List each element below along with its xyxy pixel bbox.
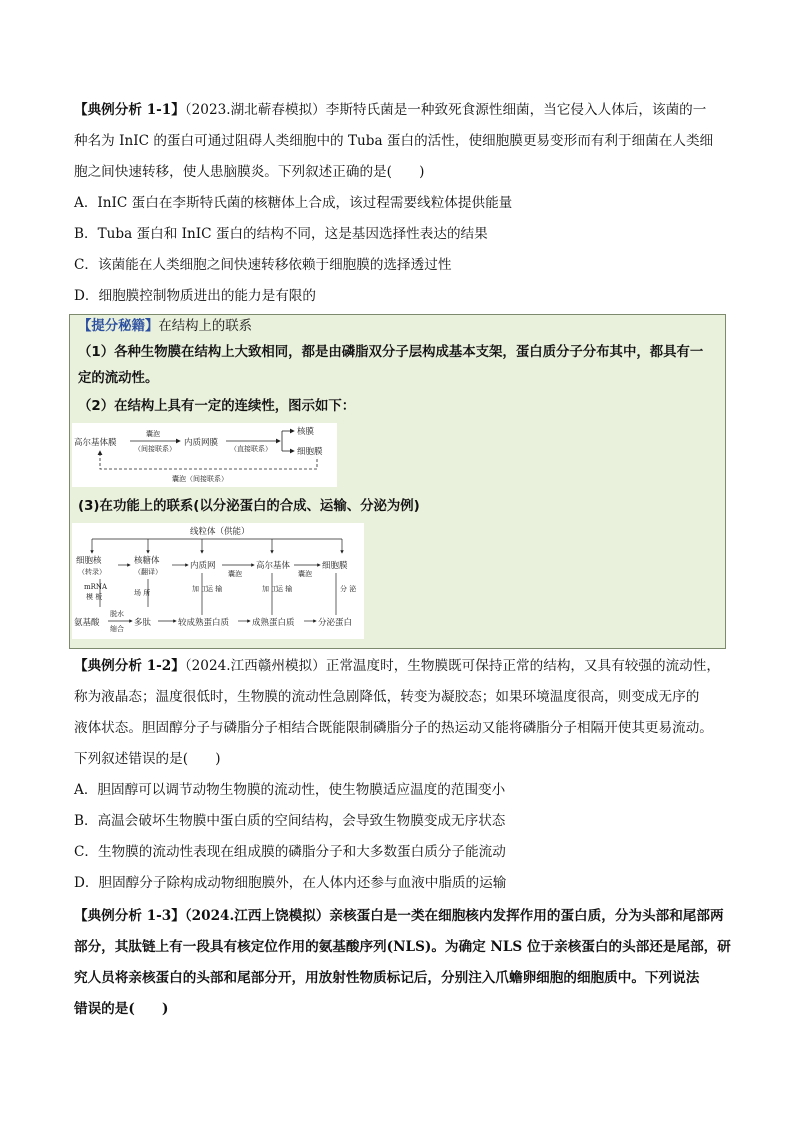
- q1-text-1: （2023.湖北蕲春模拟）李斯特氏菌是一种致死食源性细菌，当它侵入人体后，该菌的一: [184, 102, 707, 118]
- q1-option-b: B．Tuba 蛋白和 InIC 蛋白的结构不同，这是基因选择性表达的结果: [74, 226, 488, 242]
- d2-vesicle1: 囊泡: [228, 570, 242, 578]
- d1-golgi: 高尔基体膜: [74, 438, 117, 448]
- q3-line-4: 错误的是( ): [74, 1001, 169, 1017]
- d2-transcription: （转录）: [78, 568, 106, 576]
- d2-ribosome: 核糖体: [134, 556, 160, 566]
- membrane-continuity-diagram: [72, 423, 337, 487]
- q2-option-b: B．高温会破坏生物膜中蛋白质的空间结构，会导致生物膜变成无序状态: [74, 813, 506, 829]
- d1-vesicle: 囊泡: [146, 430, 160, 438]
- tip-p3: (3)在功能上的联系(以分泌蛋白的合成、运输、分泌为例): [78, 499, 420, 514]
- d1-bottom: 囊泡（间接联系）: [172, 475, 228, 483]
- tip-title: 【提分秘籍】: [78, 319, 159, 334]
- secretion-svg: [72, 523, 364, 639]
- q3-text-1: （2024.江西上饶模拟）亲核蛋白是一类在细胞核内发挥作用的蛋白质，分为头部和尾部两: [184, 908, 724, 924]
- d1-indirect: （间接联系）: [134, 445, 176, 453]
- q1-line-1: [74, 100, 706, 120]
- d2-immature: 较成熟蛋白质: [178, 618, 230, 628]
- q2-option-c: C．生物膜的流动性表现在组成膜的磷脂分子和大多数蛋白质分子能流动: [74, 844, 506, 860]
- q1-option-d: D．细胞膜控制物质进出的能力是有限的: [74, 288, 316, 304]
- d2-golgi: 高尔基体: [256, 561, 291, 571]
- q1-lead: 【典例分析 1-1】: [74, 102, 185, 118]
- d1-er: 内质网膜: [184, 438, 219, 448]
- d2-condensation: 缩合: [110, 625, 124, 633]
- q3-line-1: [74, 906, 724, 926]
- tip-heading: [78, 317, 252, 337]
- q3-line-3: 究人员将亲核蛋白的头部和尾部分开，用放射性物质标记后，分别注入爪蟾卵细胞的细胞质中。下列说法: [74, 970, 700, 986]
- d2-transport: 运 输: [206, 585, 223, 593]
- d2-site: 场 所: [134, 589, 151, 597]
- q2-line-3: 液体状态。胆固醇分子与磷脂分子相结合既能限制磷脂分子的热运动又能将磷脂分子相隔开使其更易流动。: [74, 720, 713, 736]
- d2-vesicle2: 囊泡: [298, 570, 312, 578]
- q2-option-a: A．胆固醇可以调节动物生物膜的流动性，使生物膜适应温度的范围变小: [74, 782, 506, 798]
- tip-p2: （2）在结构上具有一定的连续性，图示如下：: [78, 399, 356, 414]
- q2-line-1: [74, 656, 720, 676]
- d2-peptide: 多肽: [134, 618, 152, 628]
- tip-title-rest: 在结构上的联系: [158, 319, 253, 334]
- d2-process2: 加 工: [262, 585, 279, 593]
- q2-option-d: D．胆固醇分子除构成动物细胞膜外，在人体内还参与血液中脂质的运输: [74, 875, 507, 891]
- q2-line-2: 称为液晶态；温度很低时，生物膜的流动性急剧降低，转变为凝胶态；如果环境温度很高，则变成无序的: [74, 689, 700, 705]
- q1-option-a: A．InIC 蛋白在李斯特氏菌的核糖体上合成，该过程需要线粒体提供能量: [74, 195, 513, 211]
- d2-secreted: 分泌蛋白: [318, 618, 353, 628]
- tip-p1-b: 定的流动性。: [78, 371, 159, 386]
- d2-dehydration: 脱水: [110, 610, 124, 618]
- tip-box: [69, 314, 726, 649]
- d2-transport2: 运 输: [276, 585, 293, 593]
- q3-line-2: 部分，其肽链上有一段具有核定位作用的氨基酸序列(NLS)。为确定 NLS 位于亲核蛋白的头部还是尾部，研: [74, 939, 731, 955]
- d2-secrete: 分 泌: [340, 585, 357, 593]
- d2-nucleus: 细胞核: [76, 556, 102, 566]
- d2-mrna: mRNA: [84, 583, 108, 591]
- d1-cell-membrane: 细胞膜: [297, 447, 323, 457]
- q2-text-1: （2024.江西赣州模拟）正常温度时，生物膜既可保持正常的结构，又具有较强的流动性，: [184, 658, 720, 674]
- q2-lead: 【典例分析 1-2】: [74, 658, 185, 674]
- d1-return-arrow: [100, 451, 317, 469]
- d2-membrane: 细胞膜: [322, 561, 348, 571]
- d1-direct: （直接联系）: [230, 445, 272, 453]
- d2-template: 模 板: [86, 593, 103, 601]
- q1-option-c: C．该菌能在人类细胞之间快速转移依赖于细胞膜的选择透过性: [74, 257, 452, 273]
- tip-p1-a: （1）各种生物膜在结构上大致相同，都是由磷脂双分子层构成基本支架，蛋白质分子分布其中，都具有一: [78, 345, 704, 360]
- d2-er: 内质网: [190, 561, 216, 571]
- q1-line-3: 胞之间快速转移，使人患脑膜炎。下列叙述正确的是( ): [74, 164, 425, 180]
- continuity-svg: [72, 423, 337, 487]
- d1-nuclear: 核膜: [297, 427, 315, 437]
- d2-process: 加 工: [192, 585, 209, 593]
- q2-line-4: 下列叙述错误的是( ): [74, 751, 221, 767]
- q3-lead: 【典例分析 1-3】: [74, 908, 185, 924]
- d2-translation: （翻译）: [134, 568, 162, 576]
- d2-mito: 线粒体（供能）: [190, 527, 250, 537]
- q1-line-2: 种名为 InIC 的蛋白可通过阻碍人类细胞中的 Tuba 蛋白的活性，使细胞膜更易变形而有利于细菌在人类细: [74, 133, 714, 149]
- secretion-diagram: [72, 523, 364, 639]
- d2-mature: 成熟蛋白质: [252, 618, 295, 628]
- d2-amino: 氨基酸: [74, 618, 100, 628]
